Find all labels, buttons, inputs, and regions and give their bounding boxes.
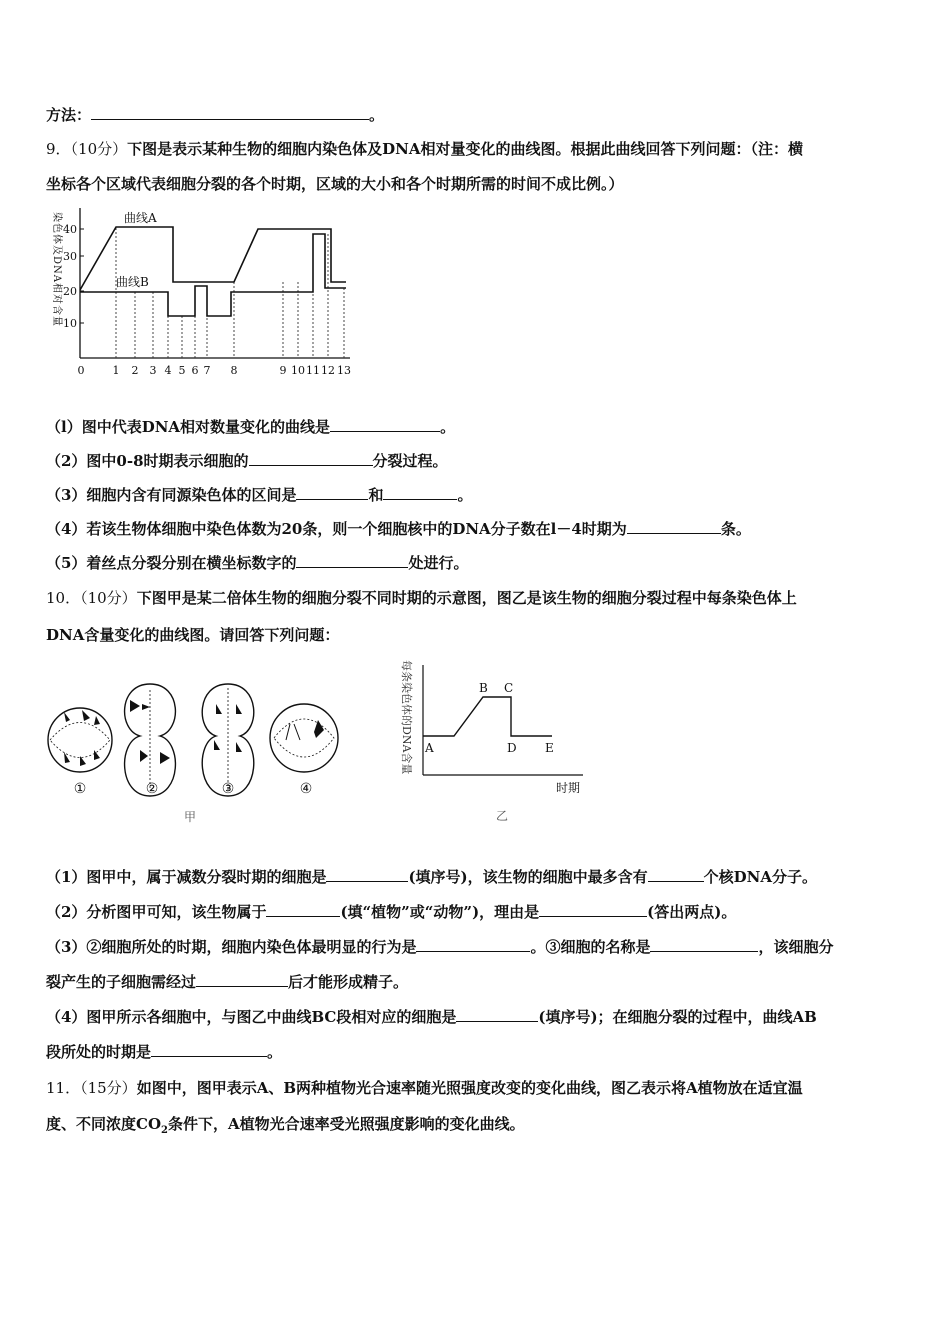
- cell-4: [270, 704, 338, 772]
- curve-a-label: 曲线A: [124, 211, 157, 225]
- q9-stem-line1: 9．（10分）下图是表示某种生物的细胞内染色体及DNA相对量变化的曲线图。根据此曲线回答下列问题：（注：横: [46, 140, 804, 158]
- point-a: A: [425, 741, 434, 755]
- point-b: B: [479, 681, 488, 695]
- q10-number: 10．: [46, 589, 81, 607]
- curve-b-label: 曲线B: [116, 275, 149, 289]
- q10-sub1: （1）图甲中，属于减数分裂时期的细胞是 (填序号)，该生物的细胞中最多含有 个核DNA分子。: [46, 868, 818, 886]
- q9-sub3-blank2[interactable]: [383, 485, 457, 500]
- y-tick-10: 10: [63, 317, 77, 330]
- x-tick-11: 11: [306, 364, 320, 375]
- point-d: D: [507, 741, 517, 755]
- y-tick-30: 30: [63, 250, 77, 263]
- fig-yi-caption: 乙: [496, 809, 509, 823]
- q10-sub4b-blank[interactable]: [151, 1042, 267, 1057]
- cell-label-2: ②: [145, 781, 159, 797]
- x-tick-4: 4: [164, 364, 172, 375]
- fig-jia-caption: 甲: [183, 810, 197, 824]
- q10-sub3b-blank[interactable]: [196, 972, 288, 987]
- yi-y-label: 每条染色体的DNA含量: [400, 660, 413, 775]
- y-tick-40: 40: [63, 223, 77, 236]
- q9-sub2-blank[interactable]: [249, 451, 373, 466]
- method-blank[interactable]: [91, 105, 369, 120]
- q10-figure-jia: [40, 675, 350, 825]
- x-tick-12: 12: [321, 364, 335, 375]
- method-label: 方法：: [46, 106, 92, 124]
- q9-sub3: （3）细胞内含有同源染色体的区间是 和 。: [46, 486, 473, 504]
- yi-curve: [423, 697, 552, 736]
- x-tick-10: 10: [291, 364, 305, 375]
- q10-sub4: （4）图甲所示各细胞中，与图乙中曲线BC段相对应的细胞是 (填序号)；在细胞分裂的过程中，曲线AB: [46, 1008, 817, 1026]
- q10-sub2-blank2[interactable]: [539, 902, 647, 917]
- q9-sub1: （l）图中代表DNA相对数量变化的曲线是 。: [46, 418, 456, 436]
- q11-score: （15分）: [80, 1079, 137, 1097]
- q9-sub4-blank[interactable]: [627, 519, 721, 534]
- x-tick-9: 9: [279, 364, 287, 375]
- q10-sub3: （3）②细胞所处的时期，细胞内染色体最明显的行为是 。③细胞的名称是 ，该细胞分: [46, 938, 834, 956]
- q9-sub5-blank[interactable]: [296, 553, 408, 568]
- q9-sub3-blank1[interactable]: [296, 485, 368, 500]
- q9-stem-line2: 坐标各个区域代表细胞分裂的各个时期，区域的大小和各个时期所需的时间不成比例。）: [46, 175, 624, 193]
- x-tick-13: 13: [337, 364, 351, 375]
- x-tick-0: 0: [77, 364, 85, 375]
- q9-chart: [44, 205, 364, 375]
- x-tick-2: 2: [131, 364, 139, 375]
- point-e: E: [545, 741, 554, 755]
- q9-sub4: （4）若该生物体细胞中染色体数为20条，则一个细胞核中的DNA分子数在l－4时期为 条。: [46, 520, 751, 538]
- cell-label-1: ①: [73, 781, 87, 797]
- q10-sub1-blank2[interactable]: [648, 867, 704, 882]
- q9-sub5: （5）着丝点分裂分别在横坐标数字的 处进行。: [46, 554, 469, 572]
- q9-number: 9．: [46, 140, 71, 158]
- q10-sub3-blank2[interactable]: [650, 937, 758, 952]
- q9-sub2: （2）图中0-8时期表示细胞的 分裂过程。: [46, 452, 448, 470]
- q10-score: （10分）: [80, 589, 137, 607]
- q10-sub1-blank1[interactable]: [326, 867, 408, 882]
- y-tick-20: 20: [63, 285, 77, 298]
- point-c: C: [504, 681, 514, 695]
- x-tick-1: 1: [112, 364, 120, 375]
- q11-stem-line1: 11．（15分）如图中，图甲表示A、B两种植物光合速率随光照强度改变的变化曲线，图乙表示将A植物放在适宜温: [46, 1079, 803, 1097]
- x-tick-3: 3: [149, 364, 157, 375]
- q10-stem-line1: 10．（10分）下图甲是某二倍体生物的细胞分裂不同时期的示意图，图乙是该生物的细胞分裂过程中每条染色体上: [46, 589, 797, 607]
- q11-number: 11．: [46, 1079, 81, 1097]
- yi-x-label: 时期: [556, 781, 581, 795]
- q10-sub4-blank[interactable]: [456, 1007, 538, 1022]
- x-tick-8: 8: [230, 364, 238, 375]
- q11-stem-line2: 度、不同浓度$CO_2$条件下，A植物光合速率受光照强度影响的变化曲线。: [46, 1115, 525, 1136]
- x-tick-7: 7: [203, 364, 211, 375]
- cell-label-3: ③: [221, 781, 235, 797]
- q10-sub4b: 段所处的时期是 。: [46, 1043, 283, 1061]
- q9-sub1-blank[interactable]: [330, 417, 440, 432]
- cell-label-4: ④: [299, 781, 313, 797]
- method-line: 方法： 。: [46, 106, 385, 124]
- q10-sub3b: 裂产生的子细胞需经过 后才能形成精子。: [46, 973, 409, 991]
- q10-sub2-blank1[interactable]: [266, 902, 340, 917]
- q10-sub2: （2）分析图甲可知，该生物属于 (填“植物”或“动物”)，理由是 (答出两点)。: [46, 903, 737, 921]
- y-axis-label: 染色体及DNA相对含量: [51, 212, 62, 327]
- q10-stem-line2: DNA含量变化的曲线图。请回答下列问题：: [46, 626, 340, 644]
- x-tick-6: 6: [191, 364, 199, 375]
- q10-figure-yi: [396, 655, 596, 825]
- x-tick-5: 5: [178, 364, 186, 375]
- q9-score: （10分）: [70, 140, 128, 158]
- q10-sub3-blank1[interactable]: [416, 937, 530, 952]
